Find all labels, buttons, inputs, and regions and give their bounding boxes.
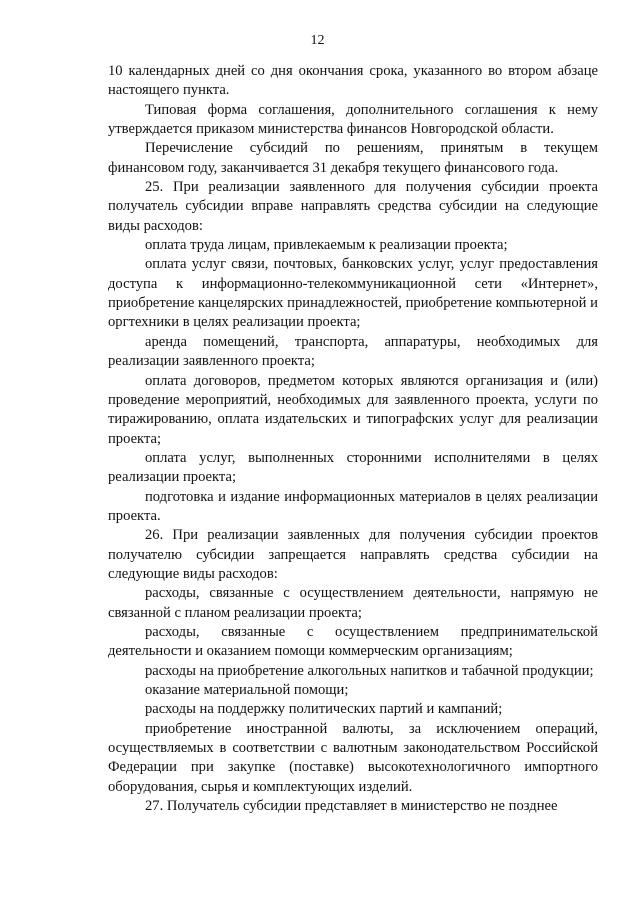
paragraph-continuation: 10 календарных дней со дня окончания срока, указанного во втором абзаце настоящего пункта. [108, 63, 598, 99]
list-item-contracts: оплата договоров, предметом которых являются организация и (или) проведение мероприятий, необходимых для заявленного проекта, услуги по тиражированию, оплата издательских и типографских услуг для реализации проекта; [108, 372, 598, 447]
list-item-political-support: расходы на поддержку политических партий и кампаний; [145, 701, 503, 718]
paragraph-agreement-form: Типовая форма соглашения, дополнительного соглашения к нему утверждается приказом министерства финансов Новгородской области. [108, 101, 598, 138]
paragraph-subsidy-transfer: Перечисление субсидий по решениям, принятым в текущем финансовом году, заканчивается 31 декабря текущего финансового года. [108, 140, 598, 176]
list-item-communication-services: оплата услуг связи, почтовых, банковских услуг, услуг предоставления доступа к информационно-телекоммуникационной сети «Интернет», приобретение канцелярских принадлежностей, приобретение компьютерной и оргтехники в целях реализации проекта; [108, 256, 598, 331]
paragraph-item-26: 26. При реализации заявленных для получения субсидии проектов получателю субсидии запрещается направлять средства субсидии на следующие виды расходов: [108, 527, 598, 582]
list-item-foreign-currency: приобретение иностранной валюты, за исключением операций, осуществляемых в соответствии с валютным законодательством Российской Федерации при закупке (поставке) высокотехнологичного импортного оборудования, сырья и комплектующих изделий. [108, 720, 598, 795]
paragraph-item-27: 27. Получатель субсидии представляет в министерство не позднее [145, 798, 558, 815]
paragraph-item-25: 25. При реализации заявленного для получения субсидии проекта получатель субсидии вправе направлять средства субсидии на следующие виды расходов: [108, 179, 598, 234]
list-item-alcohol-tobacco: расходы на приобретение алкогольных напитков и табачной продукции; [145, 662, 594, 679]
list-item-material-aid: оказание материальной помощи; [145, 682, 349, 698]
list-item-third-party-services: оплата услуг, выполненных сторонними исполнителями в целях реализации проекта; [108, 449, 598, 486]
list-item-unrelated-activity: расходы, связанные с осуществлением деятельности, напрямую не связанной с планом реализации проекта; [108, 585, 598, 621]
document-body [108, 62, 598, 816]
list-item-info-materials: подготовка и издание информационных материалов в целях реализации проекта. [108, 488, 598, 524]
list-item-rent: аренда помещений, транспорта, аппаратуры, необходимых для реализации заявленного проекта; [108, 333, 598, 370]
list-item-business-activity: расходы, связанные с осуществлением предпринимательской деятельности и оказанием помощи коммерческим организациям; [108, 623, 598, 660]
page-number: 12 [310, 33, 325, 48]
list-item-labor-payment: оплата труда лицам, привлекаемым к реализации проекта; [145, 237, 508, 254]
